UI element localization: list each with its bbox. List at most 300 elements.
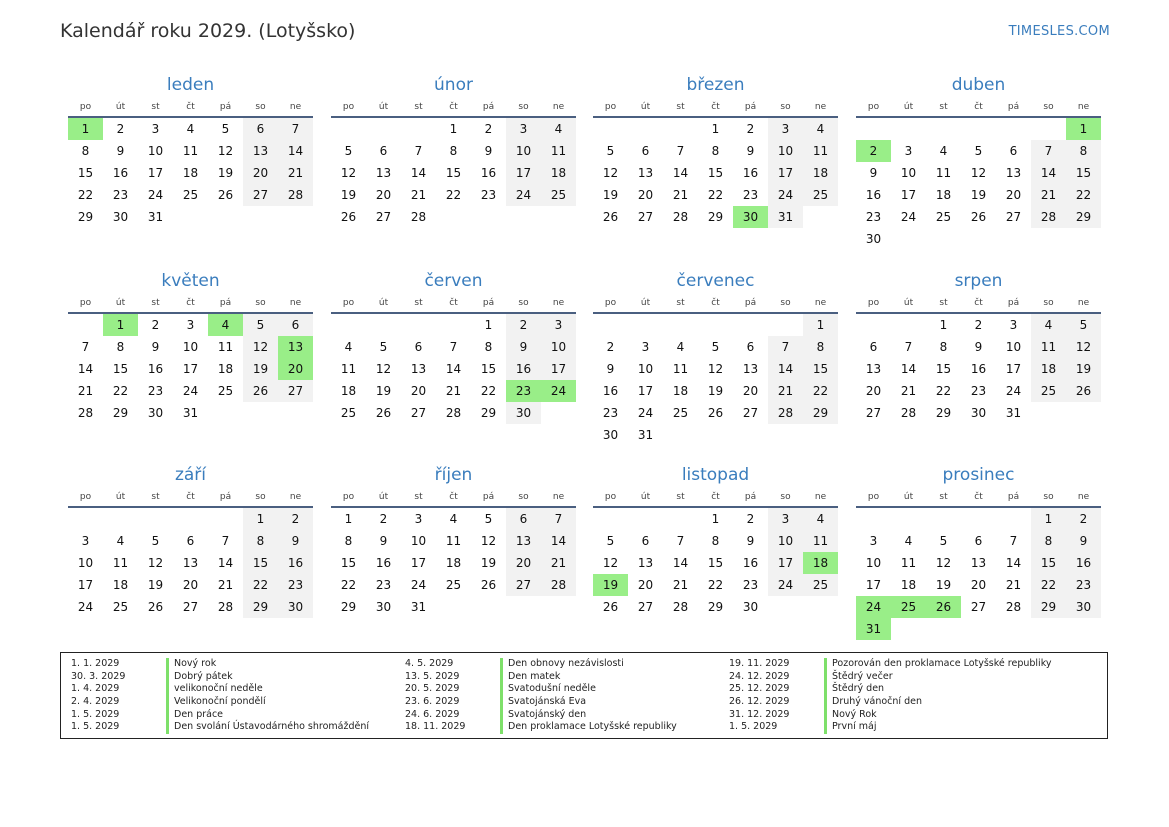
day-cell: 9 bbox=[746, 534, 755, 548]
week-row bbox=[856, 162, 1101, 184]
weekday-label: po bbox=[604, 492, 617, 502]
day-cell: 21 bbox=[1005, 578, 1022, 592]
holiday-date: 4. 5. 2029 bbox=[405, 658, 454, 669]
day-cell: 28 bbox=[1031, 206, 1066, 228]
weekday-label: st bbox=[151, 492, 160, 502]
day-cell: 15 bbox=[77, 166, 94, 180]
empty-cell bbox=[401, 314, 436, 336]
day-cell: 26 bbox=[970, 210, 987, 224]
empty-cell bbox=[856, 508, 891, 530]
day-cell: 30 bbox=[375, 600, 392, 614]
holiday-date: 25. 12. 2029 bbox=[729, 683, 790, 695]
day-cell: 22 bbox=[1031, 574, 1066, 596]
holiday-name: Nový rok bbox=[166, 658, 216, 671]
empty-cell bbox=[768, 424, 803, 446]
weekday-label: st bbox=[414, 298, 423, 308]
weekday-label: ne bbox=[1077, 102, 1090, 112]
week-row bbox=[856, 184, 1101, 206]
day-cell: 15 bbox=[935, 362, 952, 376]
holiday-row bbox=[61, 671, 369, 684]
day-cell: 30 bbox=[278, 596, 313, 618]
empty-cell bbox=[768, 596, 803, 618]
weekday-label: pá bbox=[1007, 102, 1020, 112]
day-cell: 14 bbox=[1031, 162, 1066, 184]
day-cell: 25 bbox=[112, 600, 129, 614]
month-červen bbox=[331, 270, 576, 424]
day-cell: 4 bbox=[803, 508, 838, 530]
day-cell: 9 bbox=[974, 340, 983, 354]
day-cell: 14 bbox=[278, 140, 313, 162]
week-row bbox=[68, 508, 313, 530]
day-cell: 22 bbox=[480, 384, 497, 398]
week-row bbox=[593, 380, 838, 402]
holiday-row bbox=[61, 721, 369, 734]
day-cell: 7 bbox=[81, 340, 90, 354]
weekday-label: po bbox=[867, 492, 880, 502]
day-cell: 17 bbox=[147, 166, 164, 180]
day-cell: 4 bbox=[344, 340, 353, 354]
week-row bbox=[856, 336, 1101, 358]
day-cell: 9 bbox=[506, 336, 541, 358]
day-cell: 13 bbox=[970, 556, 987, 570]
weekday-label: čt bbox=[711, 298, 720, 308]
day-cell: 19 bbox=[243, 358, 278, 380]
day-cell: 26 bbox=[217, 188, 234, 202]
day-cell: 14 bbox=[672, 556, 689, 570]
day-cell: 24 bbox=[147, 188, 164, 202]
week-row bbox=[331, 530, 576, 552]
week-row bbox=[68, 140, 313, 162]
day-cell: 20 bbox=[865, 384, 882, 398]
day-cell: 1 bbox=[939, 318, 948, 332]
day-cell: 28 bbox=[278, 184, 313, 206]
week-row bbox=[68, 336, 313, 358]
holiday-date: 1. 1. 2029 bbox=[71, 658, 120, 669]
day-cell: 28 bbox=[768, 402, 803, 424]
day-cell: 12 bbox=[243, 336, 278, 358]
day-cell: 16 bbox=[480, 166, 497, 180]
day-cell: 13 bbox=[742, 362, 759, 376]
holiday-date: 31. 12. 2029 bbox=[729, 708, 790, 720]
month-červenec bbox=[593, 270, 838, 446]
empty-cell bbox=[961, 618, 996, 640]
day-cell: 23 bbox=[742, 578, 759, 592]
day-cell: 6 bbox=[278, 314, 313, 336]
weekday-label: út bbox=[115, 102, 126, 112]
day-cell: 21 bbox=[541, 552, 576, 574]
day-cell: 29 bbox=[1031, 596, 1066, 618]
month-name: říjen bbox=[434, 465, 473, 485]
empty-cell bbox=[366, 314, 401, 336]
week-row bbox=[331, 140, 576, 162]
weekday-header bbox=[593, 102, 838, 118]
day-cell: 6 bbox=[974, 534, 983, 548]
empty-cell bbox=[926, 618, 961, 640]
day-cell: 10 bbox=[77, 556, 94, 570]
site-link[interactable]: TIMESLES.COM bbox=[1008, 24, 1110, 39]
weekday-label: čt bbox=[186, 492, 195, 502]
empty-cell bbox=[1066, 402, 1101, 424]
day-cell: 3 bbox=[904, 144, 913, 158]
empty-cell bbox=[996, 118, 1031, 140]
day-cell: 3 bbox=[869, 534, 878, 548]
week-row bbox=[593, 508, 838, 530]
day-cell: 19 bbox=[1066, 358, 1101, 380]
day-cell: 8 bbox=[484, 340, 493, 354]
day-cell: 29 bbox=[77, 210, 94, 224]
day-cell: 25 bbox=[803, 574, 838, 596]
weekday-label: pá bbox=[219, 298, 232, 308]
empty-cell bbox=[541, 402, 576, 424]
empty-cell bbox=[803, 424, 838, 446]
week-row bbox=[331, 118, 576, 140]
holiday-row bbox=[61, 709, 369, 722]
day-cell: 23 bbox=[602, 406, 619, 420]
day-cell: 9 bbox=[116, 144, 125, 158]
day-cell: 3 bbox=[1009, 318, 1018, 332]
empty-cell bbox=[103, 508, 138, 530]
day-cell: 9 bbox=[379, 534, 388, 548]
empty-cell bbox=[628, 508, 663, 530]
weekday-label: so bbox=[518, 298, 529, 308]
month-name: květen bbox=[161, 271, 220, 291]
day-cell: 30 bbox=[1066, 596, 1101, 618]
empty-cell bbox=[891, 118, 926, 140]
day-cell: 6 bbox=[1009, 144, 1018, 158]
day-cell: 7 bbox=[449, 340, 458, 354]
empty-cell bbox=[1031, 118, 1066, 140]
day-cell: 11 bbox=[900, 556, 917, 570]
holiday-name: Velikonoční pondělí bbox=[166, 696, 266, 709]
day-cell: 18 bbox=[445, 556, 462, 570]
weekday-label: so bbox=[518, 102, 529, 112]
day-cell: 18 bbox=[217, 362, 234, 376]
day-cell: 31 bbox=[856, 618, 891, 640]
empty-cell bbox=[401, 118, 436, 140]
day-cell: 27 bbox=[182, 600, 199, 614]
day-cell: 25 bbox=[182, 188, 199, 202]
day-cell: 19 bbox=[970, 188, 987, 202]
week-row bbox=[856, 314, 1101, 336]
day-cell: 20 bbox=[637, 188, 654, 202]
day-cell: 6 bbox=[379, 144, 388, 158]
day-cell: 14 bbox=[541, 530, 576, 552]
weekday-label: pá bbox=[219, 102, 232, 112]
day-cell: 9 bbox=[869, 166, 878, 180]
day-cell: 30 bbox=[742, 600, 759, 614]
weekday-label: po bbox=[604, 298, 617, 308]
weekday-label: út bbox=[115, 492, 126, 502]
empty-cell bbox=[926, 508, 961, 530]
day-cell: 27 bbox=[865, 406, 882, 420]
empty-cell bbox=[768, 314, 803, 336]
day-cell: 8 bbox=[711, 144, 720, 158]
day-cell: 18 bbox=[1031, 358, 1066, 380]
day-cell: 2 bbox=[746, 512, 755, 526]
weekday-label: út bbox=[903, 492, 914, 502]
day-cell: 16 bbox=[742, 556, 759, 570]
day-cell: 14 bbox=[1005, 556, 1022, 570]
week-row bbox=[68, 118, 313, 140]
weekday-label: so bbox=[518, 492, 529, 502]
weekday-label: st bbox=[414, 102, 423, 112]
day-cell: 20 bbox=[506, 552, 541, 574]
empty-cell bbox=[173, 508, 208, 530]
empty-cell bbox=[856, 314, 891, 336]
holiday-row bbox=[61, 658, 369, 671]
weekday-label: po bbox=[342, 102, 355, 112]
day-cell: 21 bbox=[900, 384, 917, 398]
day-cell: 27 bbox=[506, 574, 541, 596]
month-name: leden bbox=[166, 75, 215, 95]
day-cell: 25 bbox=[672, 406, 689, 420]
holiday-row bbox=[395, 721, 677, 734]
empty-cell bbox=[173, 206, 208, 228]
day-cell: 4 bbox=[1031, 314, 1066, 336]
weekday-header bbox=[593, 492, 838, 508]
day-cell: 16 bbox=[742, 166, 759, 180]
week-row bbox=[68, 184, 313, 206]
day-cell: 7 bbox=[541, 508, 576, 530]
day-cell: 4 bbox=[208, 314, 243, 336]
week-row bbox=[593, 140, 838, 162]
empty-cell bbox=[803, 206, 838, 228]
weekday-label: po bbox=[79, 492, 92, 502]
day-cell: 26 bbox=[707, 406, 724, 420]
day-cell: 5 bbox=[606, 144, 615, 158]
day-cell: 7 bbox=[1009, 534, 1018, 548]
empty-cell bbox=[593, 118, 628, 140]
holiday-date: 24. 6. 2029 bbox=[405, 708, 460, 720]
day-cell: 29 bbox=[1066, 206, 1101, 228]
weekday-header bbox=[856, 298, 1101, 314]
day-cell: 10 bbox=[541, 336, 576, 358]
day-cell: 17 bbox=[541, 358, 576, 380]
week-row bbox=[593, 402, 838, 424]
week-row bbox=[593, 314, 838, 336]
weekday-label: út bbox=[903, 298, 914, 308]
day-cell: 19 bbox=[480, 556, 497, 570]
day-cell: 25 bbox=[891, 596, 926, 618]
day-cell: 1 bbox=[711, 122, 720, 136]
holiday-date: 2. 4. 2029 bbox=[71, 696, 120, 708]
empty-cell bbox=[208, 508, 243, 530]
holiday-row bbox=[719, 696, 1051, 709]
holiday-name: Dobrý pátek bbox=[166, 671, 233, 684]
day-cell: 16 bbox=[865, 188, 882, 202]
day-cell: 19 bbox=[602, 188, 619, 202]
day-cell: 16 bbox=[375, 556, 392, 570]
day-cell: 5 bbox=[939, 534, 948, 548]
holiday-date: 19. 11. 2029 bbox=[729, 658, 790, 669]
day-cell: 30 bbox=[147, 406, 164, 420]
day-cell: 21 bbox=[445, 384, 462, 398]
week-row bbox=[68, 530, 313, 552]
day-cell: 24 bbox=[77, 600, 94, 614]
day-cell: 25 bbox=[1031, 380, 1066, 402]
weekday-label: čt bbox=[186, 102, 195, 112]
day-cell: 10 bbox=[182, 340, 199, 354]
day-cell: 21 bbox=[278, 162, 313, 184]
empty-cell bbox=[436, 596, 471, 618]
empty-cell bbox=[68, 508, 103, 530]
day-cell: 19 bbox=[375, 384, 392, 398]
day-cell: 12 bbox=[935, 556, 952, 570]
holiday-row bbox=[719, 721, 1051, 734]
week-row bbox=[593, 596, 838, 618]
day-cell: 14 bbox=[900, 362, 917, 376]
day-cell: 9 bbox=[606, 362, 615, 376]
empty-cell bbox=[663, 118, 698, 140]
weekday-label: čt bbox=[449, 492, 458, 502]
day-cell: 26 bbox=[147, 600, 164, 614]
month-name: srpen bbox=[954, 271, 1003, 291]
day-cell: 29 bbox=[803, 402, 838, 424]
day-cell: 17 bbox=[900, 188, 917, 202]
day-cell: 7 bbox=[414, 144, 423, 158]
day-cell: 29 bbox=[243, 596, 278, 618]
day-cell: 31 bbox=[1005, 406, 1022, 420]
weekday-label: pá bbox=[482, 492, 495, 502]
empty-cell bbox=[628, 118, 663, 140]
day-cell: 28 bbox=[900, 406, 917, 420]
day-cell: 6 bbox=[186, 534, 195, 548]
day-cell: 23 bbox=[742, 188, 759, 202]
holiday-name: Štědrý večer bbox=[824, 671, 893, 684]
day-cell: 28 bbox=[217, 600, 234, 614]
day-cell: 2 bbox=[856, 140, 891, 162]
holiday-list bbox=[60, 652, 1108, 739]
empty-cell bbox=[803, 596, 838, 618]
week-row bbox=[331, 402, 576, 424]
weekday-label: po bbox=[79, 298, 92, 308]
month-prosinec bbox=[856, 464, 1101, 640]
holiday-column bbox=[719, 658, 1051, 734]
weekday-label: st bbox=[414, 492, 423, 502]
weekday-label: st bbox=[151, 102, 160, 112]
empty-cell bbox=[593, 508, 628, 530]
empty-cell bbox=[471, 596, 506, 618]
day-cell: 21 bbox=[217, 578, 234, 592]
day-cell: 8 bbox=[449, 144, 458, 158]
day-cell: 18 bbox=[541, 162, 576, 184]
weekday-label: pá bbox=[482, 298, 495, 308]
day-cell: 11 bbox=[1031, 336, 1066, 358]
weekday-label: st bbox=[939, 298, 948, 308]
day-cell: 16 bbox=[602, 384, 619, 398]
day-cell: 12 bbox=[602, 556, 619, 570]
day-cell: 19 bbox=[217, 166, 234, 180]
empty-cell bbox=[506, 206, 541, 228]
day-cell: 27 bbox=[278, 380, 313, 402]
holiday-name: Druhý vánoční den bbox=[824, 696, 922, 709]
week-row bbox=[68, 552, 313, 574]
day-cell: 3 bbox=[506, 118, 541, 140]
weekday-label: st bbox=[151, 298, 160, 308]
empty-cell bbox=[1066, 618, 1101, 640]
month-name: únor bbox=[434, 75, 473, 95]
day-cell: 15 bbox=[1066, 162, 1101, 184]
holiday-name: Nový Rok bbox=[824, 709, 877, 722]
empty-cell bbox=[278, 402, 313, 424]
day-cell: 2 bbox=[484, 122, 493, 136]
weekday-label: so bbox=[1043, 298, 1054, 308]
week-row bbox=[856, 358, 1101, 380]
weekday-label: pá bbox=[482, 102, 495, 112]
weekday-label: čt bbox=[186, 298, 195, 308]
day-cell: 13 bbox=[182, 556, 199, 570]
empty-cell bbox=[1066, 228, 1101, 250]
day-cell: 31 bbox=[768, 206, 803, 228]
weekday-label: ne bbox=[814, 492, 827, 502]
weekday-label: čt bbox=[711, 492, 720, 502]
holiday-name: První máj bbox=[824, 721, 877, 734]
day-cell: 27 bbox=[637, 600, 654, 614]
day-cell: 11 bbox=[672, 362, 689, 376]
week-row bbox=[331, 314, 576, 336]
day-cell: 6 bbox=[506, 508, 541, 530]
day-cell: 22 bbox=[707, 578, 724, 592]
day-cell: 15 bbox=[480, 362, 497, 376]
week-row bbox=[68, 358, 313, 380]
week-row bbox=[856, 380, 1101, 402]
day-cell: 27 bbox=[243, 184, 278, 206]
day-cell: 12 bbox=[970, 166, 987, 180]
day-cell: 9 bbox=[278, 530, 313, 552]
day-cell: 7 bbox=[221, 534, 230, 548]
empty-cell bbox=[891, 508, 926, 530]
day-cell: 3 bbox=[641, 340, 650, 354]
weekday-label: so bbox=[780, 102, 791, 112]
day-cell: 28 bbox=[541, 574, 576, 596]
weekday-label: ne bbox=[552, 298, 565, 308]
day-cell: 24 bbox=[768, 184, 803, 206]
day-cell: 27 bbox=[375, 210, 392, 224]
week-row bbox=[68, 596, 313, 618]
day-cell: 11 bbox=[541, 140, 576, 162]
day-cell: 16 bbox=[278, 552, 313, 574]
day-cell: 23 bbox=[1066, 574, 1101, 596]
day-cell: 8 bbox=[803, 336, 838, 358]
day-cell: 13 bbox=[637, 556, 654, 570]
day-cell: 24 bbox=[768, 574, 803, 596]
empty-cell bbox=[891, 228, 926, 250]
weekday-label: st bbox=[939, 102, 948, 112]
day-cell: 4 bbox=[904, 534, 913, 548]
day-cell: 29 bbox=[707, 600, 724, 614]
day-cell: 15 bbox=[112, 362, 129, 376]
holiday-date: 13. 5. 2029 bbox=[405, 670, 460, 682]
day-cell: 26 bbox=[375, 406, 392, 420]
empty-cell bbox=[243, 402, 278, 424]
weekday-label: po bbox=[867, 298, 880, 308]
day-cell: 3 bbox=[768, 118, 803, 140]
weekday-header bbox=[331, 298, 576, 314]
day-cell: 24 bbox=[410, 578, 427, 592]
empty-cell bbox=[926, 118, 961, 140]
empty-cell bbox=[926, 228, 961, 250]
weekday-label: po bbox=[79, 102, 92, 112]
day-cell: 28 bbox=[410, 210, 427, 224]
weekday-label: so bbox=[1043, 492, 1054, 502]
day-cell: 30 bbox=[865, 232, 882, 246]
day-cell: 7 bbox=[768, 336, 803, 358]
week-row bbox=[856, 228, 1101, 250]
day-cell: 14 bbox=[77, 362, 94, 376]
day-cell: 5 bbox=[221, 122, 230, 136]
day-cell: 1 bbox=[1066, 118, 1101, 140]
empty-cell bbox=[208, 402, 243, 424]
